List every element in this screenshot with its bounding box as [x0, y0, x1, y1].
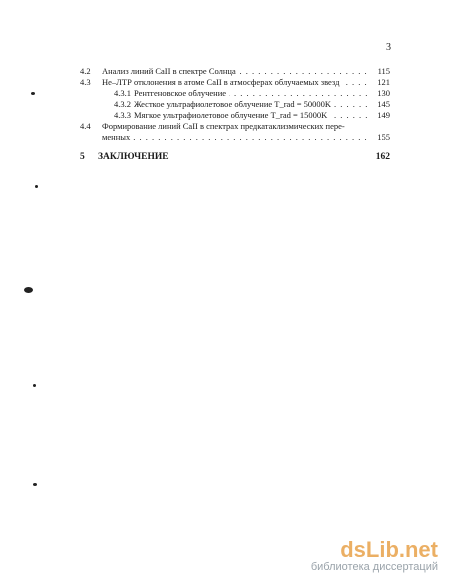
- toc-chapter-entry: [80, 151, 390, 164]
- toc-entry-number: 4.2: [80, 66, 91, 76]
- toc-entry-number: 4.3.1: [114, 88, 131, 98]
- scan-speck: [33, 483, 37, 486]
- toc-entry: [80, 121, 390, 132]
- toc-entry-title: Жесткое ультрафиолетовое облучение T_rad = 50000K: [134, 99, 334, 109]
- toc-entry: [80, 66, 390, 77]
- toc-entry-number: 4.3: [80, 77, 91, 87]
- chapter-number: 5: [80, 152, 85, 162]
- toc-entry-page: 145: [377, 99, 390, 109]
- toc-entry-page: 130: [377, 88, 390, 98]
- toc-entry: [80, 99, 390, 110]
- toc-entry: [80, 77, 390, 88]
- page-number: 3: [386, 42, 391, 53]
- toc-entry-title: Не–ЛТР отклонения в атоме CaII в атмосферах облучаемых звезд: [102, 77, 342, 87]
- toc-entry-page: 155: [377, 132, 390, 142]
- toc-entry-title: Рентгеновское облучение: [134, 88, 229, 98]
- toc-entry-title: Мягкое ультрафиолетовое облучение T_rad = 15000K: [134, 110, 330, 120]
- toc-entry-number: 4.4: [80, 121, 91, 131]
- watermark-subtitle: библиотека диссертаций: [310, 561, 438, 573]
- watermark-logo: dsLib.net: [340, 537, 438, 562]
- scan-speck: [24, 287, 33, 293]
- toc-entry-page: 115: [377, 66, 390, 76]
- toc-entry-title: Формирование линий CaII в спектрах предкатаклизмических пере-: [102, 121, 348, 131]
- watermark: [311, 539, 438, 574]
- chapter-title: ЗАКЛЮЧЕНИЕ: [98, 152, 172, 162]
- scan-speck: [31, 92, 35, 95]
- scan-speck: [35, 185, 38, 188]
- scan-speck: [33, 384, 36, 387]
- toc-entry-title: Анализ линий CaII в спектре Солнца: [102, 66, 239, 76]
- table-of-contents: [80, 66, 390, 164]
- toc-entry-title: менных: [102, 132, 133, 142]
- toc-entry-page: 149: [377, 110, 390, 120]
- toc-entry-continuation: [80, 132, 390, 143]
- toc-entry-page: 121: [377, 77, 390, 87]
- toc-entry: [80, 110, 390, 121]
- toc-entry: [80, 88, 390, 99]
- toc-entry-number: 4.3.2: [114, 99, 131, 109]
- toc-entry-number: 4.3.3: [114, 110, 131, 120]
- chapter-page: 162: [375, 152, 390, 162]
